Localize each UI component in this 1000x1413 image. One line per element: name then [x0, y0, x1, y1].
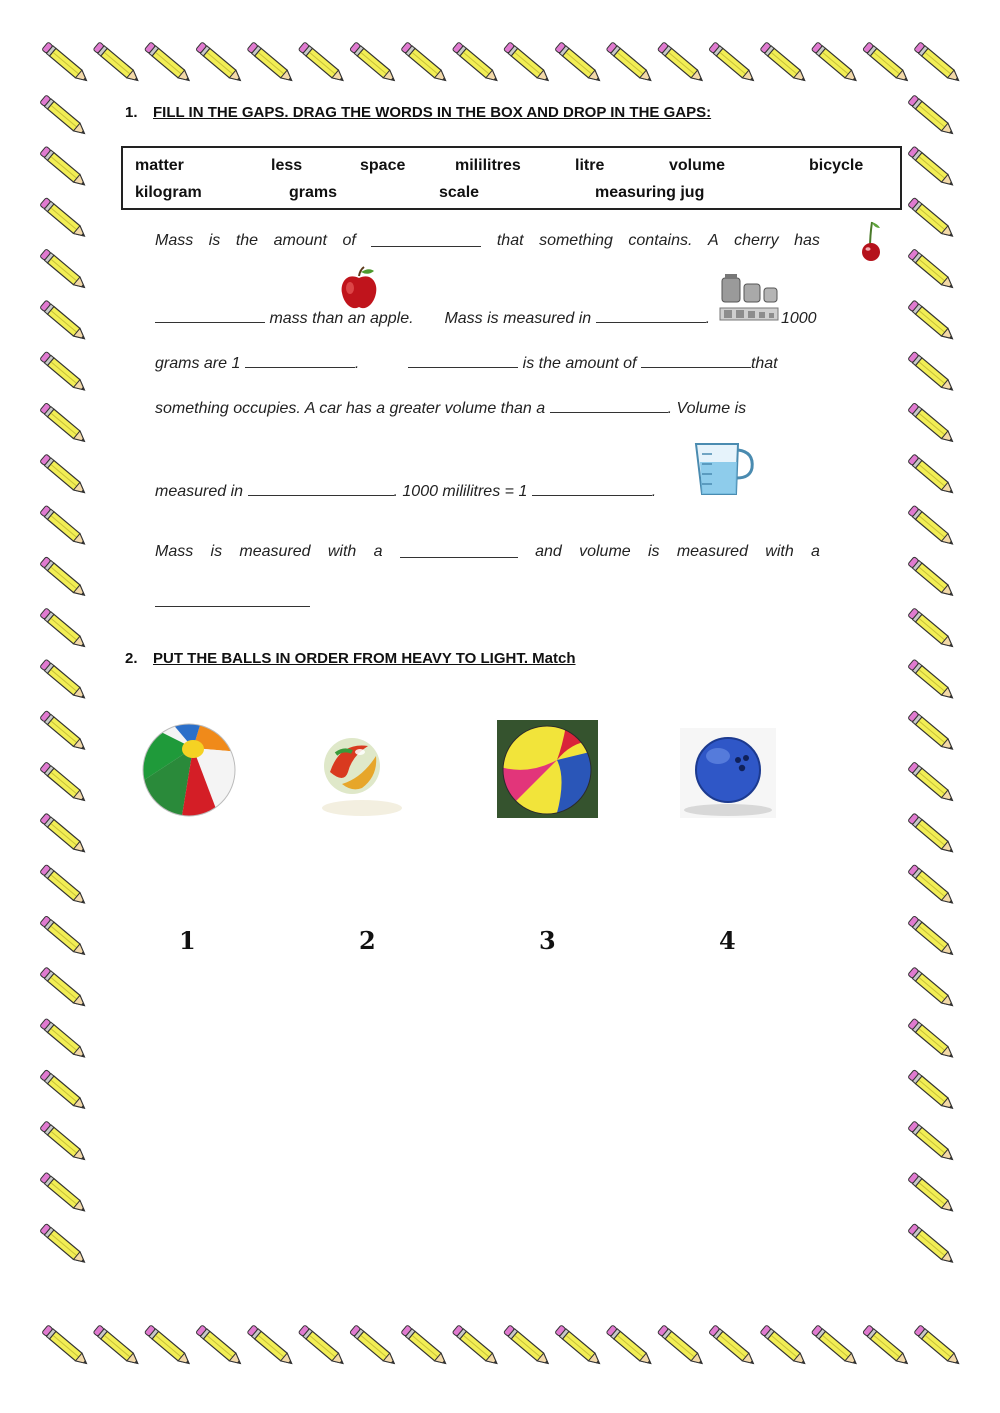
gap-1[interactable]: [371, 232, 481, 247]
apple-icon: [338, 266, 380, 312]
text: . Volume is: [667, 400, 747, 417]
gap-2[interactable]: [155, 308, 265, 323]
number-1: 1: [179, 926, 196, 955]
paragraph-line-1: [155, 232, 820, 250]
pencil-icon: [247, 1325, 295, 1367]
text: that: [496, 232, 524, 249]
pencil-icon: [196, 42, 244, 84]
pencil-icon: [908, 249, 956, 291]
text: and: [535, 543, 562, 560]
text: Mass is measured in: [444, 310, 592, 327]
pencil-icon: [298, 42, 346, 84]
pencil-icon: [908, 505, 956, 547]
number-2: 2: [359, 926, 376, 955]
text: Mass: [155, 232, 194, 249]
bowling-ball-image[interactable]: [680, 728, 776, 818]
text: the: [235, 232, 259, 249]
text: mass than an apple.: [269, 310, 414, 327]
pencil-icon: [908, 300, 956, 342]
gap-8[interactable]: [248, 481, 394, 496]
text: a: [373, 543, 383, 560]
pencil-icon: [606, 1325, 654, 1367]
pencil-icon: [40, 146, 88, 188]
text: A: [707, 232, 719, 249]
question-text: PUT THE BALLS IN ORDER FROM HEAVY TO LIGHT. Match: [153, 650, 576, 667]
pencil-icon: [247, 42, 295, 84]
text: cherry: [734, 232, 779, 249]
pencil-icon: [40, 1018, 88, 1060]
pencil-icon: [908, 916, 956, 958]
pencil-icon: [908, 659, 956, 701]
pencil-icon: [40, 659, 88, 701]
pencil-icon: [40, 813, 88, 855]
text: volume: [579, 543, 631, 560]
pencil-icon: [908, 710, 956, 752]
pencil-icon: [863, 42, 911, 84]
paragraph-line-3: [155, 353, 820, 373]
pencil-icon: [40, 1121, 88, 1163]
text: is: [210, 543, 223, 560]
pencil-icon: [760, 42, 808, 84]
pencil-icon: [40, 454, 88, 496]
pencil-icon: [40, 967, 88, 1009]
text: measured: [676, 543, 748, 560]
word-matter[interactable]: matter: [135, 157, 184, 174]
pencil-icon: [93, 42, 141, 84]
word-less[interactable]: less: [271, 157, 303, 174]
pencil-icon: [908, 197, 956, 239]
pencil-icon: [657, 42, 705, 84]
text: has: [794, 232, 820, 249]
pencil-icon: [760, 1325, 808, 1367]
text: .: [705, 310, 711, 327]
gap-9[interactable]: [532, 481, 652, 496]
pencil-icon: [144, 42, 192, 84]
pencil-icon: [40, 710, 88, 752]
pencil-icon: [908, 557, 956, 599]
text: of: [342, 232, 356, 249]
text: 1000: [780, 310, 817, 327]
pencil-icon: [40, 762, 88, 804]
text: . 1000 mililitres = 1: [393, 483, 528, 500]
word-grams[interactable]: grams: [289, 184, 338, 201]
pencil-icon: [452, 1325, 500, 1367]
pencil-icon: [350, 1325, 398, 1367]
measuring-jug-icon: [690, 440, 782, 500]
word-volume[interactable]: volume: [669, 157, 726, 174]
text: measured in: [155, 483, 244, 500]
pencil-icon: [908, 95, 956, 137]
gap-4[interactable]: [245, 353, 355, 368]
pencil-icon: [908, 1018, 956, 1060]
text: is: [647, 543, 660, 560]
cherry-icon: [856, 218, 888, 264]
paragraph-line-7: [155, 592, 820, 612]
pencil-icon: [93, 1325, 141, 1367]
word-scale[interactable]: scale: [439, 184, 480, 201]
text: that: [750, 355, 778, 372]
pencil-icon: [452, 42, 500, 84]
pencil-icon: [709, 42, 757, 84]
pencil-icon: [40, 864, 88, 906]
pencil-icon: [42, 42, 90, 84]
pencil-icon: [40, 1172, 88, 1214]
pencil-icon: [40, 351, 88, 393]
pencil-icon: [908, 762, 956, 804]
pencil-icon: [504, 1325, 552, 1367]
question-text: FILL IN THE GAPS. DRAG THE WORDS IN THE BOX AND DROP IN THE GAPS:: [153, 104, 712, 121]
pencil-icon: [555, 1325, 603, 1367]
gap-6[interactable]: [641, 353, 751, 368]
gap-7[interactable]: [550, 398, 668, 413]
pencil-icon: [40, 608, 88, 650]
pencil-icon: [811, 42, 859, 84]
pencil-icon: [657, 1325, 705, 1367]
text: is the amount of: [522, 355, 637, 372]
beach-ball-image[interactable]: [141, 722, 237, 818]
pencil-icon: [40, 557, 88, 599]
pencil-icon: [908, 454, 956, 496]
text: Mass: [155, 543, 194, 560]
pencil-icon: [908, 146, 956, 188]
word-mililitres[interactable]: mililitres: [455, 157, 521, 174]
text: something: [539, 232, 613, 249]
pencil-icon: [811, 1325, 859, 1367]
question-1-title: [125, 104, 711, 121]
pencil-icon: [144, 1325, 192, 1367]
text: amount: [273, 232, 327, 249]
word-bicycle[interactable]: bicycle: [809, 157, 864, 174]
text: with: [765, 543, 794, 560]
pencil-icon: [40, 403, 88, 445]
pencil-icon: [908, 403, 956, 445]
text: grams are 1: [155, 355, 241, 372]
gap-5[interactable]: [408, 353, 518, 368]
marble-image[interactable]: [322, 732, 414, 820]
pencil-icon: [401, 42, 449, 84]
pencil-icon: [606, 42, 654, 84]
gap-3[interactable]: [596, 308, 706, 323]
word-litre[interactable]: litre: [575, 157, 605, 174]
pencil-icon: [40, 249, 88, 291]
number-4: 4: [719, 926, 736, 955]
text: .: [354, 355, 360, 372]
pencil-icon: [908, 608, 956, 650]
paragraph-line-6: [155, 543, 820, 561]
pencil-icon: [504, 42, 552, 84]
pencil-icon: [908, 1070, 956, 1112]
question-number: 2.: [125, 650, 138, 667]
pencil-icon: [908, 813, 956, 855]
pencil-icon: [908, 1172, 956, 1214]
question-2-title: [125, 650, 576, 667]
gap-10[interactable]: [400, 543, 518, 558]
gap-11[interactable]: [155, 592, 310, 607]
pencil-icon: [40, 197, 88, 239]
text: contains.: [628, 232, 693, 249]
pencil-icon: [908, 967, 956, 1009]
paragraph-line-4: [155, 398, 820, 418]
pencil-icon: [40, 300, 88, 342]
pencil-icon: [350, 42, 398, 84]
pencil-icon: [863, 1325, 911, 1367]
question-number: 1.: [125, 104, 138, 121]
pencil-icon: [914, 42, 962, 84]
pencil-icon: [40, 1070, 88, 1112]
pencil-icon: [40, 1223, 88, 1265]
pencil-icon: [908, 1121, 956, 1163]
pencil-icon: [40, 95, 88, 137]
pencil-icon: [908, 1223, 956, 1265]
pencil-icon: [555, 42, 603, 84]
pencil-icon: [709, 1325, 757, 1367]
pencil-icon: [908, 351, 956, 393]
cloth-ball-image[interactable]: [497, 720, 598, 818]
pencil-icon: [40, 916, 88, 958]
number-3: 3: [539, 926, 556, 955]
weights-icon: [718, 272, 780, 324]
pencil-icon: [914, 1325, 962, 1367]
word-measuring-jug[interactable]: measuring jug: [595, 184, 705, 201]
text: measured: [239, 543, 311, 560]
text: with: [327, 543, 357, 560]
word-space[interactable]: space: [360, 157, 406, 174]
pencil-icon: [42, 1325, 90, 1367]
pencil-icon: [401, 1325, 449, 1367]
text: a: [811, 543, 820, 560]
text: .: [651, 483, 657, 500]
pencil-icon: [196, 1325, 244, 1367]
word-bank: [121, 146, 902, 210]
pencil-icon: [908, 864, 956, 906]
pencil-icon: [40, 505, 88, 547]
text: is: [208, 232, 221, 249]
text: something occupies. A car has a greater volume than a: [155, 400, 546, 417]
word-kilogram[interactable]: kilogram: [135, 184, 202, 201]
pencil-icon: [298, 1325, 346, 1367]
